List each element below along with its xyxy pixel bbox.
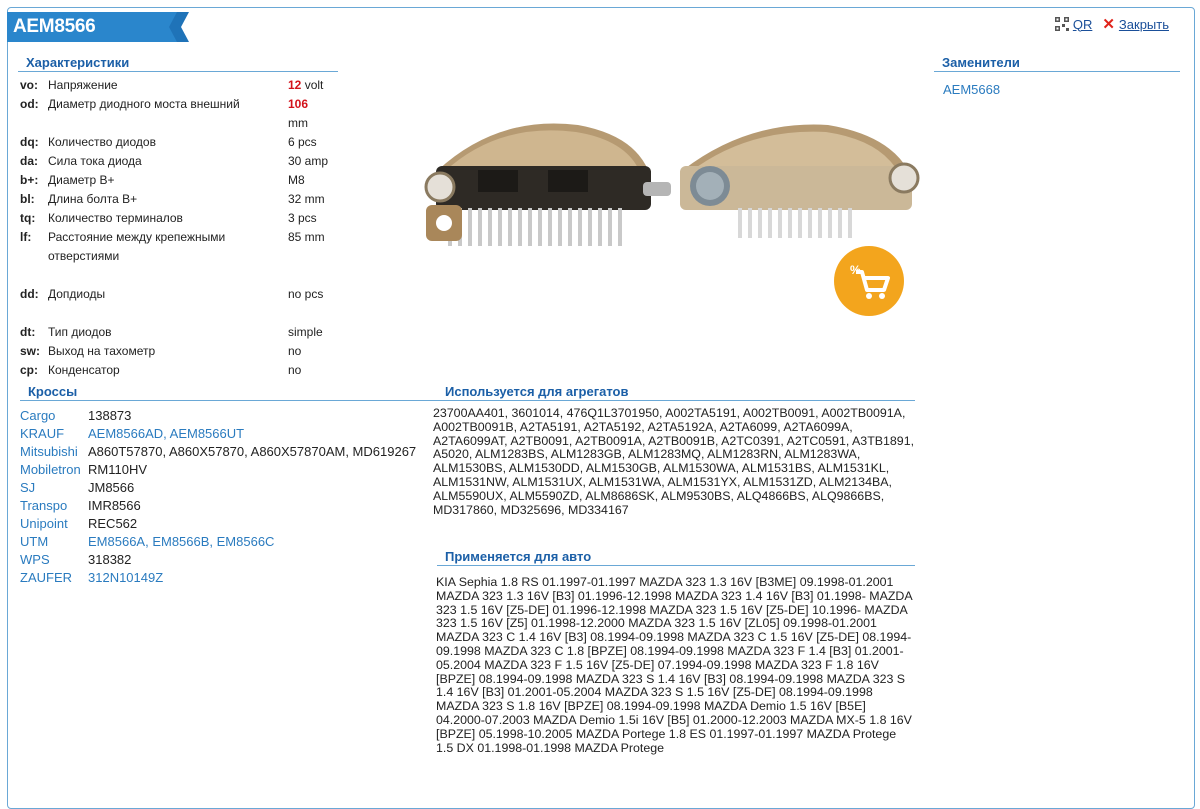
cross-value bbox=[88, 517, 440, 531]
cross-brand[interactable]: SJ bbox=[20, 480, 36, 495]
cross-value bbox=[88, 571, 440, 585]
spec-label: Количество диодов bbox=[48, 135, 156, 149]
cross-value bbox=[88, 445, 440, 459]
cross-value bbox=[88, 463, 440, 477]
cross-value bbox=[88, 535, 440, 549]
cross-brand[interactable]: Cargo bbox=[20, 408, 56, 423]
page-title: AEM8566 bbox=[13, 16, 96, 37]
cross-text: 138873 bbox=[88, 408, 132, 423]
spec-code: dd: bbox=[20, 287, 39, 301]
spec-code: b+: bbox=[20, 173, 39, 187]
spec-label: Сила тока диода bbox=[48, 154, 142, 168]
spec-value: 32 mm bbox=[288, 192, 325, 206]
spec-value: 106 mm bbox=[288, 97, 309, 130]
spec-code: dq: bbox=[20, 135, 39, 149]
cross-brand[interactable]: KRAUF bbox=[20, 426, 65, 441]
cross-row bbox=[20, 409, 440, 423]
crosses-heading: Кроссы bbox=[20, 384, 438, 401]
spec-label: Выход на тахометр bbox=[48, 344, 156, 358]
cart-icon bbox=[834, 246, 904, 316]
top-actions bbox=[1055, 15, 1169, 33]
spec-value: 12 volt bbox=[288, 78, 324, 92]
spec-label: Длина болта B+ bbox=[48, 192, 138, 206]
spec-label: Напряжение bbox=[48, 78, 118, 92]
cross-link[interactable]: EM8566A, EM8566B, EM8566C bbox=[88, 534, 275, 549]
close-link[interactable] bbox=[1102, 15, 1169, 33]
spec-label: Допдиоды bbox=[48, 287, 106, 301]
used-for-text: 23700AA401, 3601014, 476Q1L3701950, A002TA5191, A002TB0091, A002TB0091A, A002TB0091B, A2TA5191, A2TA5192, A2TA5192A, A2TA6099, A2TA6099A, A2TA6099AT, A2TB0091, A2TB0091A, A2TB0091B, A2TC0391, A2TC0591, A3TB1891, A5020, ALM1283BS, ALM1283GB, ALM1283MQ, ALM1283RN, ALM1283WA, ALM1530BS, ALM1530DD, ALM1530GB, ALM1530WA, ALM1531BS, ALM1531KL, ALM1531NW, ALM1531UX, ALM1531WA, ALM1531YX, ALM1531ZD, ALM2134BA, ALM5590UX, ALM5590ZD, ALM8686SK, ALM9530BS, ALQ4866BS, ALQ9866BS, MD317860, MD325696, MD334167 bbox=[433, 406, 915, 517]
spec-code: lf: bbox=[20, 230, 32, 244]
cross-row bbox=[20, 571, 440, 585]
cross-brand[interactable]: WPS bbox=[20, 552, 50, 567]
cross-text: 318382 bbox=[88, 552, 132, 567]
applied-for-heading: Применяется для авто bbox=[437, 549, 915, 566]
applied-for-text: KIA Sephia 1.8 RS 01.1997-01.1997 MAZDA 323 1.3 16V [B3ME] 09.1998-01.2001 MAZDA 323 1.3 16V [B3] 01.1996-12.1998 MAZDA 323 1.4 16V [B3] 01.1998- MAZDA 323 1.5 16V [Z5-DE] 01.1996-12.1998 MAZDA 323 1.5 16V [Z5-DE] 10.1996- MAZDA 323 1.5 16V [Z5] 01.1998-12.2000 MAZDA 323 1.5 16V [ZL05] 09.1998-01.2001 MAZDA 323 C 1.4 16V [B3] 08.1994-09.1998 MAZDA 323 C 1.5 16V [Z5-DE] 08.1994-09.1998 MAZDA 323 C 1.8 [BPZE] 08.1994-09.1998 MAZDA 323 F 1.4 [B3] 01.2001-05.2004 MAZDA 323 F 1.5 16V [Z5-DE] 07.1994-09.1998 MAZDA 323 F 1.8 16V [BPZE] 08.1994-09.1998 MAZDA 323 S 1.4 16V [B3] 08.1994-09.1998 MAZDA 323 S 1.4 16V [B3] 01.2001-05.2004 MAZDA 323 S 1.5 16V [Z5-DE] 08.1994-09.1998 MAZDA 323 S 1.8 16V [BPZE] 08.1994-09.1998 MAZDA Demio 1.5 16V [B5E] 04.2000-07.2003 MAZDA Demio 1.5i 16V [B5] 01.2000-12.2003 MAZDA MX-5 1.8 16V [BPZE] 05.1998-10.2005 MAZDA Portege 1.8 ES 01.1997-01.1997 MAZDA Protege 1.5 DX 01.1998-01.1998 MAZDA Protege bbox=[436, 575, 912, 755]
cross-value bbox=[88, 427, 440, 441]
spec-value: 30 amp bbox=[288, 154, 329, 168]
cross-row bbox=[20, 463, 440, 477]
spec-value: 85 mm bbox=[288, 230, 325, 244]
spec-code: cp: bbox=[20, 363, 38, 377]
cross-row bbox=[20, 553, 440, 567]
cross-value bbox=[88, 481, 440, 495]
spec-value: simple bbox=[288, 325, 323, 339]
add-to-cart-button[interactable] bbox=[834, 246, 904, 316]
cross-value bbox=[88, 409, 440, 423]
qr-label[interactable]: QR bbox=[1072, 16, 1093, 32]
cross-brand[interactable]: Mobiletron bbox=[20, 462, 81, 477]
spec-label: Расстояние между крепежными отверстиями bbox=[48, 230, 226, 263]
spec-value: M8 bbox=[288, 173, 305, 187]
spec-code: dt: bbox=[20, 325, 36, 339]
spec-value: no bbox=[288, 363, 302, 377]
spec-value: 6 pcs bbox=[288, 135, 317, 149]
spec-code: vo: bbox=[20, 78, 38, 92]
cross-brand[interactable]: Unipoint bbox=[20, 516, 68, 531]
used-for-heading: Используется для агрегатов bbox=[437, 384, 915, 401]
cross-text: IMR8566 bbox=[88, 498, 141, 513]
cross-row bbox=[20, 517, 440, 531]
cross-brand[interactable]: UTM bbox=[20, 534, 49, 549]
spec-code: sw: bbox=[20, 344, 41, 358]
spec-label: Диаметр диодного моста внешний bbox=[48, 97, 240, 111]
spec-label: Диаметр B+ bbox=[48, 173, 115, 187]
cross-text: JM8566 bbox=[88, 480, 135, 495]
spec-value: no pcs bbox=[288, 287, 324, 301]
spec-label: Тип диодов bbox=[48, 325, 112, 339]
spec-label: Количество терминалов bbox=[48, 211, 183, 225]
characteristics-heading: Характеристики bbox=[18, 55, 338, 72]
crosses-list bbox=[20, 409, 440, 589]
cross-row bbox=[20, 427, 440, 441]
close-label[interactable]: Закрыть bbox=[1118, 17, 1169, 32]
replacement-link[interactable]: AEM5668 bbox=[943, 82, 1001, 97]
spec-code: da: bbox=[20, 154, 38, 168]
cross-row bbox=[20, 535, 440, 549]
cross-brand[interactable]: ZAUFER bbox=[20, 570, 72, 585]
svg-text:%: % bbox=[850, 263, 861, 277]
cross-row bbox=[20, 445, 440, 459]
cross-link[interactable]: 312N10149Z bbox=[88, 570, 164, 585]
spec-label: Конденсатор bbox=[48, 363, 120, 377]
spec-code: od: bbox=[20, 97, 39, 111]
cross-value bbox=[88, 499, 440, 513]
cross-text: RM110HV bbox=[88, 462, 148, 477]
qr-link[interactable] bbox=[1055, 17, 1093, 32]
cross-row bbox=[20, 499, 440, 513]
close-icon: ✕ bbox=[1102, 16, 1115, 33]
spec-value: 3 pcs bbox=[288, 211, 317, 225]
cross-brand[interactable]: Transpo bbox=[20, 498, 68, 513]
spec-code: bl: bbox=[20, 192, 35, 206]
cross-link[interactable]: AEM8566AD, AEM8566UT bbox=[88, 426, 245, 441]
spec-code: tq: bbox=[20, 211, 36, 225]
cross-row bbox=[20, 481, 440, 495]
cross-value bbox=[88, 553, 440, 567]
spec-value: no bbox=[288, 344, 302, 358]
cross-brand[interactable]: Mitsubishi bbox=[20, 444, 78, 459]
replacements-heading: Заменители bbox=[934, 55, 1180, 72]
qr-icon bbox=[1055, 17, 1069, 31]
cross-text: A860T57870, A860X57870, A860X57870AM, MD619267 bbox=[88, 444, 417, 459]
cross-text: REC562 bbox=[88, 516, 138, 531]
